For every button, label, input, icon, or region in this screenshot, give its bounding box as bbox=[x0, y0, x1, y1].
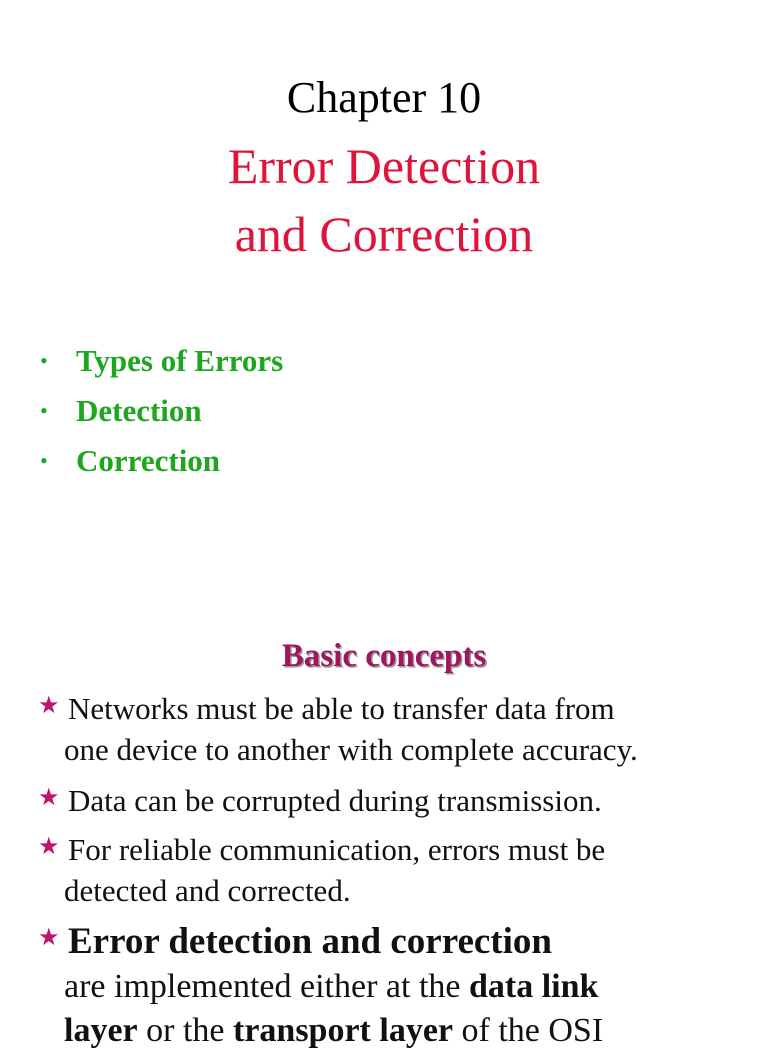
topic-label: Detection bbox=[76, 393, 202, 428]
term-data-link: data link bbox=[468, 968, 599, 1005]
chapter-title-line-2: and Correction bbox=[234, 206, 534, 262]
star-icon: ★ bbox=[38, 834, 60, 860]
star-icon: ★ bbox=[38, 785, 60, 811]
list-item bbox=[40, 336, 283, 386]
bullet-icon: • bbox=[40, 398, 48, 423]
list-item bbox=[40, 386, 283, 436]
section-heading: Basic concepts bbox=[281, 638, 487, 674]
bullet-icon: • bbox=[40, 448, 48, 473]
star-icon: ★ bbox=[38, 693, 60, 719]
bullet-icon: • bbox=[40, 348, 48, 373]
concept-text-line-1: For reliable communication, errors must be bbox=[68, 832, 606, 867]
concept-text-b: or the bbox=[137, 1012, 233, 1049]
concept-point bbox=[38, 780, 738, 821]
emphasis-lead: Error detection and correction bbox=[68, 921, 552, 962]
chapter-title-line-1: Error Detection bbox=[227, 138, 541, 194]
concept-point bbox=[38, 829, 738, 911]
concept-text-line-1: Data can be corrupted during transmission. bbox=[68, 783, 602, 818]
concept-point-emphasis bbox=[38, 920, 738, 1053]
concept-text-line-3 bbox=[38, 1009, 738, 1053]
concepts-slide bbox=[0, 600, 768, 1049]
chapter-label: Chapter 10 bbox=[286, 73, 482, 122]
concept-text-c: of the OSI bbox=[453, 1012, 604, 1049]
concept-text-line-2: detected and corrected. bbox=[64, 873, 351, 908]
concept-text-line-1: Networks must be able to transfer data from bbox=[68, 691, 615, 726]
term-layer: layer bbox=[64, 1012, 138, 1049]
topic-list bbox=[40, 336, 283, 486]
concept-text-line-2 bbox=[38, 965, 738, 1009]
concept-text-line-2: one device to another with complete accuracy. bbox=[64, 732, 638, 767]
list-item bbox=[40, 436, 283, 486]
topic-label: Types of Errors bbox=[76, 343, 284, 378]
topic-label: Correction bbox=[76, 443, 221, 478]
star-icon: ★ bbox=[38, 925, 60, 951]
chapter-title bbox=[0, 132, 768, 268]
concept-text-a: are implemented either at the bbox=[64, 968, 469, 1005]
term-transport-layer: transport layer bbox=[233, 1012, 454, 1049]
concept-point bbox=[38, 688, 738, 770]
